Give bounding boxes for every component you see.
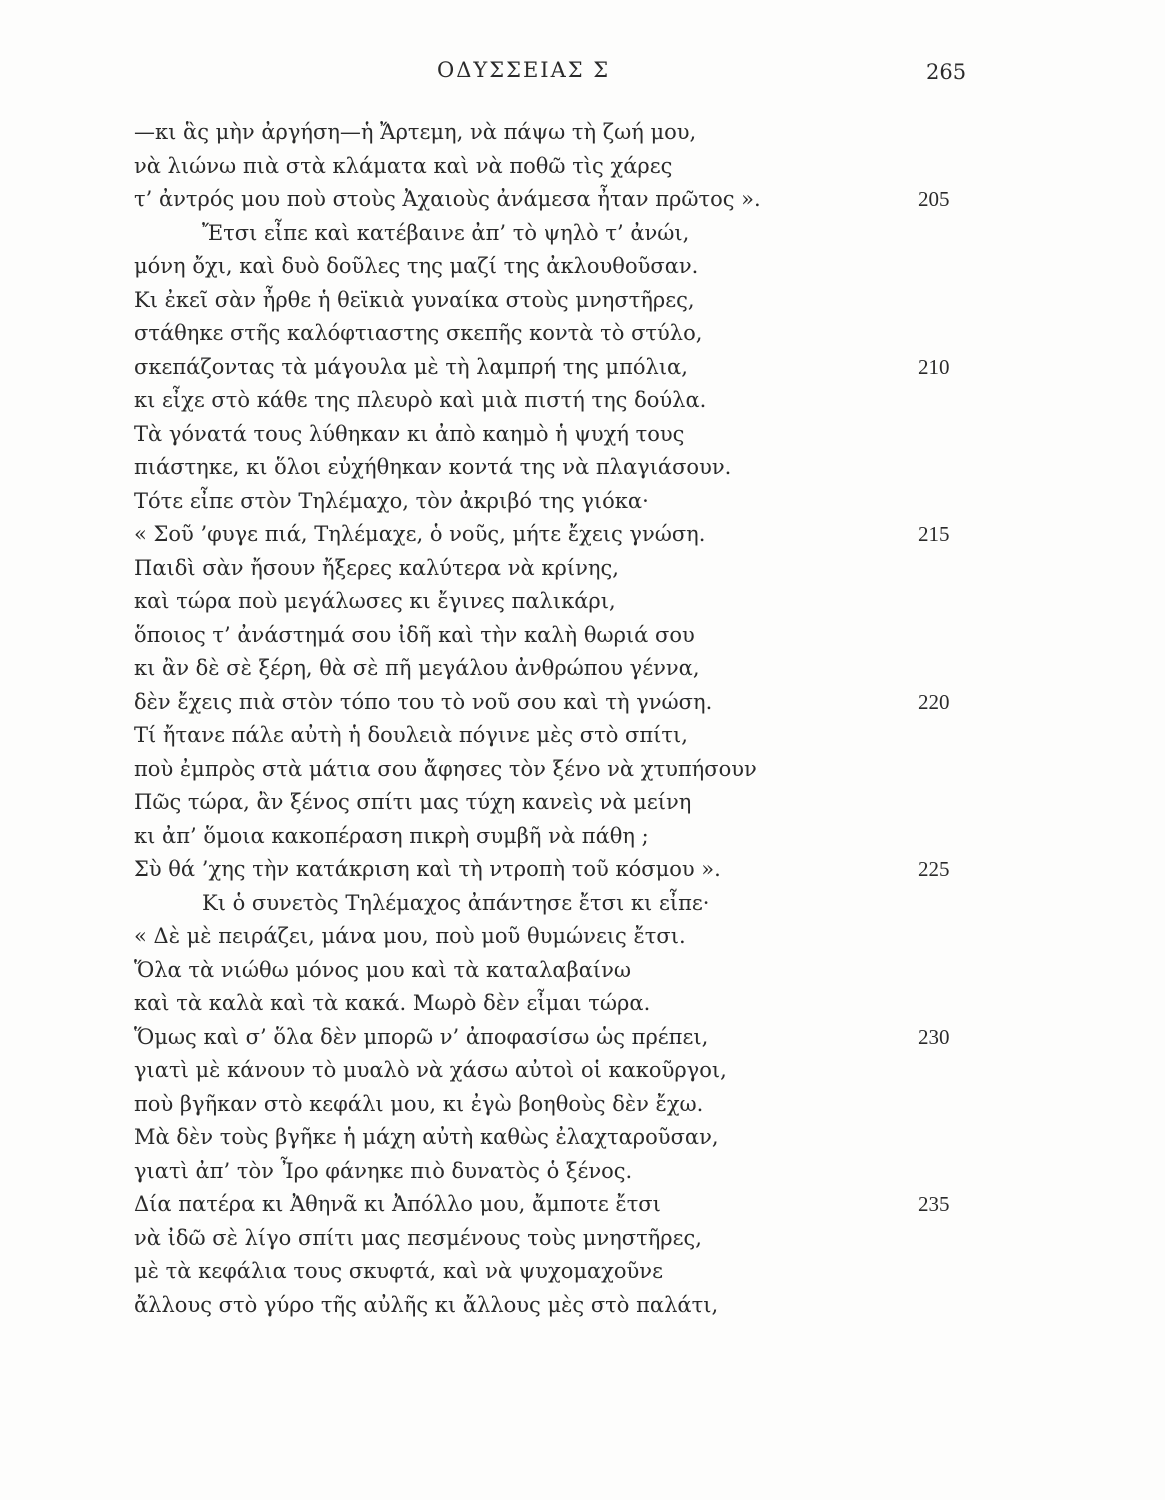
verse-text: Ὅλα τὰ νιώθω μόνος μου καὶ τὰ καταλαβαίνω — [134, 957, 632, 982]
verse-line — [0, 351, 1165, 385]
page-header — [0, 58, 1165, 98]
verse-text: « Δὲ μὲ πειράζει, μάνα μου, ποὺ μοῦ θυμώνεις ἔτσι. — [134, 924, 686, 948]
verse-text: νὰ λιώνω πιὰ στὰ κλάματα καὶ νὰ ποθῶ τὶς χάρες — [134, 153, 673, 178]
verse-text: σκεπάζοντας τὰ μάγουλα μὲ τὴ λαμπρή της μπόλια, — [134, 354, 688, 379]
verse-text: Τότε εἶπε στὸν Τηλέμαχο, τὸν ἀκριβό της γιόκα· — [134, 488, 649, 513]
verse-text: στάθηκε στῆς καλόφτιαστης σκεπῆς κοντὰ τὸ στύλο, — [134, 321, 703, 345]
verse-line — [0, 1088, 1165, 1122]
line-number: 205 — [918, 187, 950, 211]
verse-line — [0, 853, 1165, 887]
page-number: 265 — [926, 60, 967, 84]
verse-line — [0, 250, 1165, 284]
verse-text-block — [0, 116, 1165, 1322]
verse-line — [0, 485, 1165, 519]
verse-text: ποὺ βγῆκαν στὸ κεφάλι μου, κι ἐγὼ βοηθοὺς δὲν ἔχω. — [134, 1091, 704, 1116]
verse-line — [0, 619, 1165, 653]
verse-line — [0, 451, 1165, 485]
verse-line — [0, 284, 1165, 318]
verse-text: Ὅμως καὶ σ’ ὅλα δὲν μπορῶ ν’ ἀποφασίσω ὡς πρέπει, — [134, 1024, 709, 1049]
verse-line — [0, 317, 1165, 351]
verse-text: καὶ τὰ καλὰ καὶ τὰ κακά. Μωρὸ δὲν εἶμαι τώρα. — [134, 991, 651, 1015]
verse-line — [0, 1222, 1165, 1256]
verse-line — [0, 753, 1165, 787]
verse-line — [0, 652, 1165, 686]
line-number: 215 — [918, 522, 950, 546]
verse-text: νὰ ἰδῶ σὲ λίγο σπίτι μας πεσμένους τοὺς μνηστῆρες, — [134, 1225, 702, 1250]
verse-line — [0, 887, 1165, 921]
verse-text: μόνη ὄχι, καὶ δυὸ δοῦλες της μαζί της ἀκλουθοῦσαν. — [134, 254, 699, 278]
verse-line — [0, 1021, 1165, 1055]
verse-text: Κι ἐκεῖ σὰν ἦρθε ἡ θεϊκιὰ γυναίκα στοὺς μνηστῆρες, — [134, 287, 695, 312]
verse-line — [0, 1289, 1165, 1323]
verse-line — [0, 384, 1165, 418]
verse-text: κι ἂν δὲ σὲ ξέρη, θὰ σὲ πῆ μεγάλου ἀνθρώπου γέννα, — [134, 656, 700, 680]
verse-line — [0, 552, 1165, 586]
verse-text: κι ἀπ’ ὅμοια κακοπέραση πικρὴ συμβῆ νὰ πάθη ; — [134, 823, 649, 848]
line-number: 230 — [918, 1024, 950, 1049]
verse-line — [0, 954, 1165, 988]
verse-text: Δία πατέρα κι Ἀθηνᾶ κι Ἀπόλλο μου, ἄμποτε ἔτσι — [134, 1192, 661, 1216]
verse-text: Τί ἤτανε πάλε αὐτὴ ἡ δουλειὰ πόγινε μὲς στὸ σπίτι, — [134, 723, 688, 747]
verse-line — [0, 786, 1165, 820]
verse-text: γιατὶ μὲ κάνουν τὸ μυαλὸ νὰ χάσω αὐτοὶ οἱ κακοῦργοι, — [134, 1058, 727, 1082]
running-title: ΟΔΥΣΣΕΙΑΣ Σ — [437, 58, 611, 82]
verse-text: μὲ τὰ κεφάλια τους σκυφτά, καὶ νὰ ψυχομαχοῦνε — [134, 1259, 663, 1283]
verse-line — [0, 686, 1165, 720]
verse-text: πιάστηκε, κι ὅλοι εὐχήθηκαν κοντά της νὰ πλαγιάσουν. — [134, 455, 732, 479]
verse-line — [0, 518, 1165, 552]
verse-line — [0, 217, 1165, 251]
line-number: 235 — [918, 1192, 950, 1216]
verse-text: « Σοῦ ’φυγε πιά, Τηλέμαχε, ὁ νοῦς, μήτε ἔχεις γνώση. — [134, 522, 706, 546]
verse-text: καὶ τώρα ποὺ μεγάλωσες κι ἔγινες παλικάρι, — [134, 589, 616, 613]
verse-line — [0, 1255, 1165, 1289]
verse-text: Κι ὁ συνετὸς Τηλέμαχος ἀπάντησε ἔτσι κι εἶπε· — [202, 890, 710, 915]
line-number: 225 — [918, 857, 950, 881]
verse-line — [0, 418, 1165, 452]
verse-line — [0, 987, 1165, 1021]
verse-text: τ’ ἀντρός μου ποὺ στοὺς Ἀχαιοὺς ἀνάμεσα ἦταν πρῶτος ». — [134, 187, 761, 211]
line-number: 220 — [918, 689, 950, 714]
verse-text: —κι ἃς μὴν ἀργήση—ἡ Ἄρτεμη, νὰ πάψω τὴ ζωή μου, — [134, 120, 697, 144]
verse-text: κι εἶχε στὸ κάθε της πλευρὸ καὶ μιὰ πιστή της δούλα. — [134, 388, 707, 412]
verse-line — [0, 920, 1165, 954]
verse-text: ἄλλους στὸ γύρο τῆς αὐλῆς κι ἄλλους μὲς στὸ παλάτι, — [134, 1292, 719, 1317]
verse-line — [0, 150, 1165, 184]
verse-text: γιατὶ ἀπ’ τὸν Ἶρο φάνηκε πιὸ δυνατὸς ὁ ξένος. — [134, 1158, 633, 1183]
verse-line — [0, 1121, 1165, 1155]
verse-line — [0, 1188, 1165, 1222]
verse-line — [0, 183, 1165, 217]
verse-text: Σὺ θά ’χης τὴν κατάκριση καὶ τὴ ντροπὴ τοῦ κόσμου ». — [134, 857, 721, 881]
verse-line — [0, 585, 1165, 619]
verse-line — [0, 1054, 1165, 1088]
verse-line — [0, 116, 1165, 150]
verse-text: Τὰ γόνατά τους λύθηκαν κι ἀπὸ καημὸ ἡ ψυχή τους — [134, 421, 685, 446]
verse-text: Παιδὶ σὰν ἤσουν ἤξερες καλύτερα νὰ κρίνης, — [134, 555, 619, 580]
verse-line — [0, 820, 1165, 854]
verse-text: Πῶς τώρα, ἂν ξένος σπίτι μας τύχη κανεὶς νὰ μείνη — [134, 790, 692, 814]
verse-text: ποὺ ἐμπρὸς στὰ μάτια σου ἄφησες τὸν ξένο νὰ χτυπήσουν — [134, 756, 757, 781]
verse-text: ὅποιος τ’ ἀνάστημά σου ἰδῆ καὶ τὴν καλὴ θωριά σου — [134, 622, 695, 647]
verse-text: Μὰ δὲν τοὺς βγῆκε ἡ μάχη αὐτὴ καθὼς ἐλαχταροῦσαν, — [134, 1125, 719, 1149]
verse-line — [0, 1155, 1165, 1189]
verse-text: δὲν ἔχεις πιὰ στὸν τόπο του τὸ νοῦ σου καὶ τὴ γνώση. — [134, 689, 713, 714]
verse-line — [0, 719, 1165, 753]
verse-text: Ἔτσι εἶπε καὶ κατέβαινε ἀπ’ τὸ ψηλὸ τ’ ἀνώι, — [202, 220, 690, 245]
line-number: 210 — [918, 354, 950, 379]
